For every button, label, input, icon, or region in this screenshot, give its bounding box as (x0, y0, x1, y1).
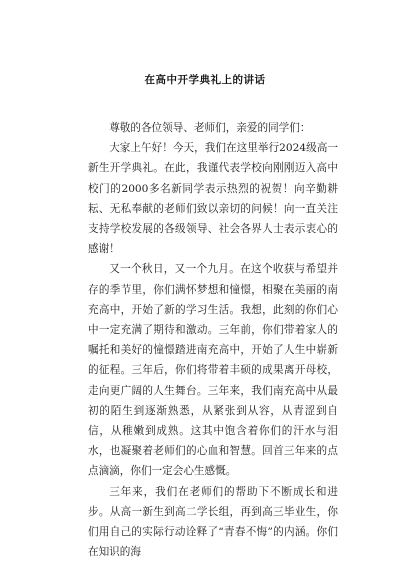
paragraph-3: 三年来，我们在老师们的帮助下不断成长和进步。从高一新生到高二学长组，再到高三毕业生，你们用自己的实际行动诠释了“青春不悔”的内涵。你们在知识的海 (88, 485, 338, 559)
paragraph-1: 大家上午好！今天，我们在这里举行2024级高一新生开学典礼。在此，我谨代表学校向刚刚迈入高中校门的2000多名新同学表示热烈的祝贺！向辛勤耕耘、无私奉献的老师们致以亲切的问候！向一直关注支持学校发展的各级领导、社会各界人士表示衷心的感谢！ (88, 142, 338, 256)
document-title: 在高中开学典礼上的讲话 (144, 74, 266, 86)
paragraph-2: 又一个秋日，又一个九月。在这个收获与希望并存的季节里，你们满怀梦想和憧憬，相聚在美丽的南充高中，开始了新的学习生活。我想，此刻的你们心中一定充满了期待和激动。三年前，你们带着家人的嘱托和美好的憧憬踏进南充高中，开始了人生中崭新的征程。三年后，你们将带着丰硕的成果离开母校，走向更广阔的人生舞台。三年来，我们南充高中从最初的陌生到逐渐熟悉，从紧张到从容，从青涩到自信，从稚嫩到成熟。这其中饱含着你们的汗水与泪水，也凝聚着老师们的心血和智慧。回首三年来的点点滴滴，你们一定会心生感慨。 (88, 263, 338, 478)
document-body (88, 118, 338, 562)
salutation: 尊敬的各位领导、老师们，亲爱的同学们： (109, 122, 311, 134)
